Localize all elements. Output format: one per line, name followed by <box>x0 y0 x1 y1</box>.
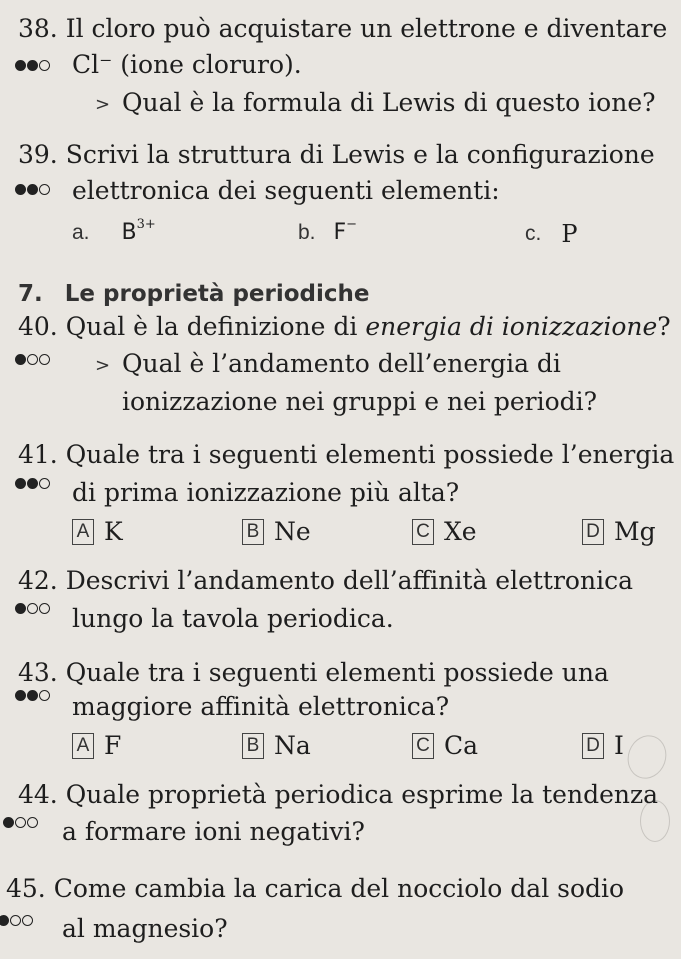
question-38-line1 <box>18 14 667 44</box>
chevron-right-icon: > <box>95 355 111 376</box>
question-38-sub: Qual è la formula di Lewis di questo ione? <box>122 88 656 117</box>
answer-option[interactable] <box>72 731 121 760</box>
element-symbol: P <box>561 220 578 248</box>
element-symbol: B <box>121 220 137 245</box>
question-39-line1 <box>18 140 655 170</box>
charge-superscript: 3+ <box>136 217 156 232</box>
option-text: F <box>104 731 122 760</box>
question-44-line1 <box>18 780 658 810</box>
charge-superscript: − <box>346 217 358 232</box>
answer-option[interactable] <box>242 731 311 760</box>
item-label: c. <box>525 222 542 245</box>
question-text: Descrivi l’andamento dell’affinità elettronica <box>65 566 633 595</box>
element-symbol: F <box>333 220 347 245</box>
option-letter-box: C <box>412 733 434 759</box>
question-number: 41. <box>18 440 58 469</box>
question-number: 44. <box>18 780 58 809</box>
option-letter-box: A <box>72 519 94 545</box>
question-text: Quale proprietà periodica esprime la tendenza <box>65 780 659 809</box>
question-text: Il cloro può acquistare un elettrone e diventare <box>65 14 668 43</box>
answer-option[interactable] <box>242 517 311 546</box>
list-item <box>72 217 156 245</box>
answer-option[interactable] <box>582 517 656 546</box>
question-40-sub2: ionizzazione nei gruppi e nei periodi? <box>122 387 598 416</box>
question-number: 40. <box>18 312 58 341</box>
question-42-line2: lungo la tavola periodica. <box>72 604 394 633</box>
question-43-line2: maggiore affinità elettronica? <box>72 692 450 721</box>
question-text: Qual è la definizione di energia di ionizzazione? <box>65 312 671 341</box>
difficulty-dots-icon <box>15 184 50 195</box>
difficulty-dots-icon <box>15 690 50 701</box>
option-letter-box: B <box>242 519 264 545</box>
question-number: 38. <box>18 14 58 43</box>
option-text: K <box>104 517 123 546</box>
difficulty-dots-icon <box>15 354 50 365</box>
difficulty-dots-icon <box>15 603 50 614</box>
option-letter-box: B <box>242 733 264 759</box>
list-item <box>298 217 358 245</box>
question-40-sub1: Qual è l’andamento dell’energia di <box>122 349 561 378</box>
difficulty-dots-icon <box>3 817 38 828</box>
option-text: Mg <box>614 517 656 546</box>
question-40-line1 <box>18 312 671 342</box>
pencil-mark <box>622 730 673 784</box>
question-42-line1 <box>18 566 633 596</box>
question-number: 39. <box>18 140 58 169</box>
chevron-right-icon: > <box>95 94 111 115</box>
option-text: Ne <box>274 517 311 546</box>
option-letter-box: A <box>72 733 94 759</box>
question-44-line2: a formare ioni negativi? <box>62 817 365 846</box>
option-text: Na <box>274 731 311 760</box>
question-43-line1 <box>18 658 609 688</box>
item-label: a. <box>72 220 90 244</box>
option-letter-box: C <box>412 519 434 545</box>
emphasis-term: energia di ionizzazione <box>365 312 658 341</box>
question-41-line1 <box>18 440 674 470</box>
option-text: I <box>614 731 624 760</box>
section-number: 7. <box>18 281 43 307</box>
question-text: Quale tra i seguenti elementi possiede l’energia <box>65 440 675 469</box>
question-41-line2: di prima ionizzazione più alta? <box>72 478 460 507</box>
answer-option[interactable] <box>412 517 477 546</box>
question-text: Come cambia la carica del nocciolo dal sodio <box>53 874 625 903</box>
difficulty-dots-icon <box>15 478 50 489</box>
question-38-line2: Cl⁻ (ione cloruro). <box>72 50 302 79</box>
answer-option[interactable] <box>582 731 624 760</box>
question-text: Quale tra i seguenti elementi possiede una <box>65 658 609 687</box>
question-39-line2: elettronica dei seguenti elementi: <box>72 176 500 205</box>
difficulty-dots-icon <box>15 60 50 71</box>
difficulty-dots-icon <box>0 915 33 926</box>
item-label: b. <box>298 220 316 244</box>
option-letter-box: D <box>582 519 604 545</box>
question-45-line2: al magnesio? <box>62 914 228 943</box>
question-number: 43. <box>18 658 58 687</box>
answer-option[interactable] <box>72 517 123 546</box>
option-text: Ca <box>444 731 479 760</box>
question-number: 42. <box>18 566 58 595</box>
option-text: Xe <box>444 517 477 546</box>
section-heading <box>18 281 370 307</box>
question-number: 45. <box>6 874 46 903</box>
question-45-line1 <box>6 874 624 904</box>
section-title: Le proprietà periodiche <box>64 281 370 307</box>
list-item <box>525 220 578 248</box>
option-letter-box: D <box>582 733 604 759</box>
question-text: Scrivi la struttura di Lewis e la configurazione <box>65 140 655 169</box>
answer-option[interactable] <box>412 731 478 760</box>
